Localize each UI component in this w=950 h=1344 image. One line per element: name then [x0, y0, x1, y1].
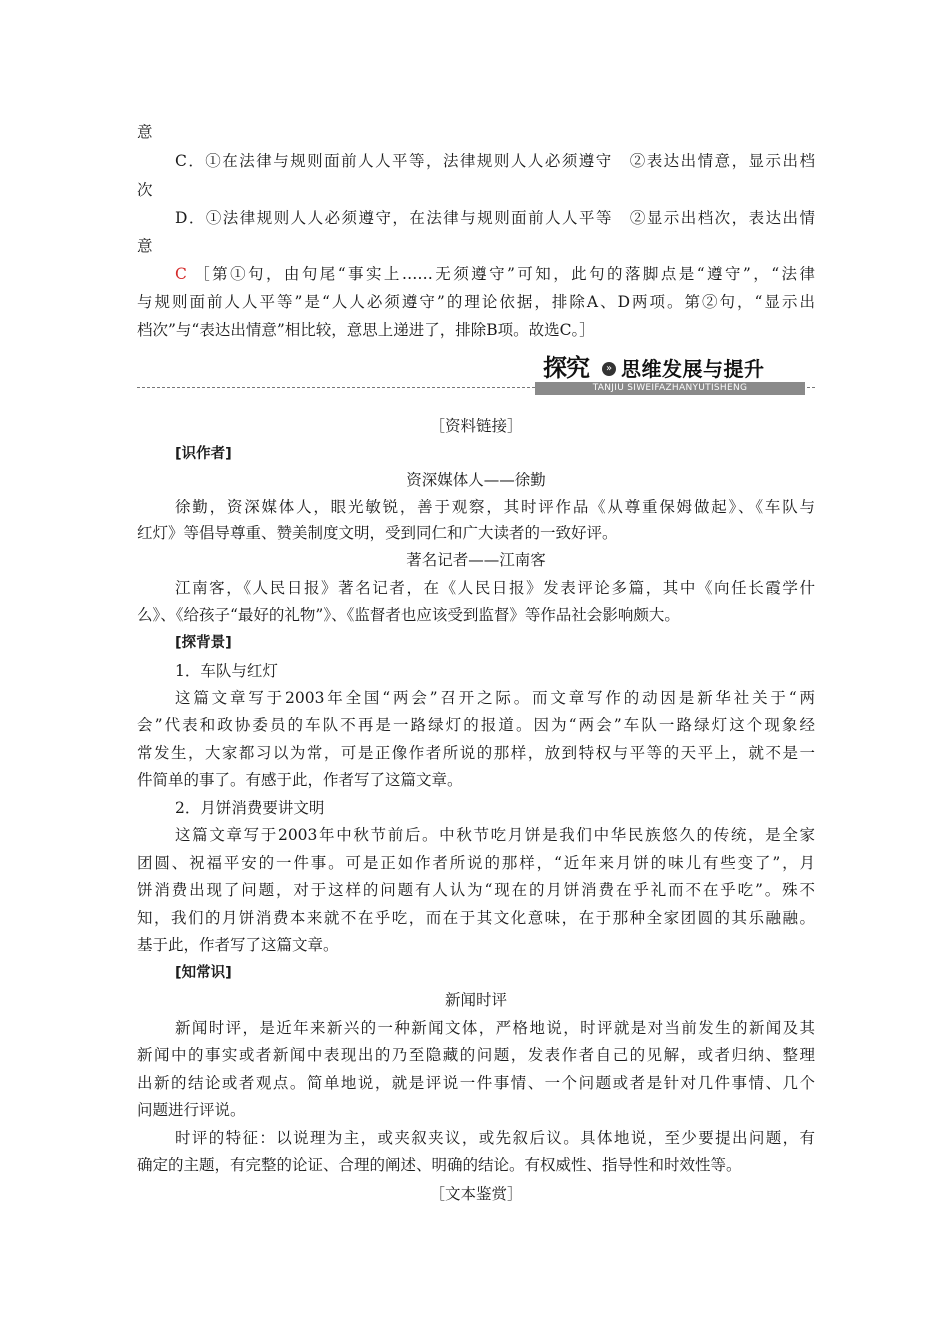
bg2-title: 2．月饼消费要讲文明	[175, 799, 325, 817]
paragraph-line: 徐勤，资深媒体人，眼光敏锐，善于观察，其时评作品《从尊重保姆做起》、《车队与	[175, 498, 815, 516]
appreciation-heading: ［文本鉴赏］	[429, 1185, 523, 1203]
paragraph-line: 会”代表和政协委员的车队不再是一路绿灯的报道。因为“两会”车队一路绿灯这个现象经	[137, 716, 815, 734]
option-c-line: C．①在法律与规则面前人人平等，法律规则人人必须遵守 ②表达出情意，显示出档	[175, 152, 815, 170]
option-d-line: 意	[137, 237, 153, 255]
paragraph-line: 基于此，作者写了这篇文章。	[137, 936, 339, 954]
tag-knowledge: [知常识]	[175, 965, 232, 981]
text-line: 意	[137, 123, 153, 141]
tag-background: [探背景]	[175, 635, 232, 651]
banner-subtitle: TANJIU SIWEIFAZHANYUTISHENG	[535, 382, 805, 395]
answer-line: 档次”与“表达出情意”相比较，意思上递进了，排除B项。故选C。］	[137, 321, 595, 339]
paragraph-line: 新闻时评，是近年来新兴的一种新闻文体，严格地说，时评就是对当前发生的新闻及其	[175, 1019, 815, 1037]
bg1-title: 1．车队与红灯	[175, 662, 278, 680]
paragraph-line: 知，我们的月饼消费本来就不在乎吃，而在于其文化意味，在于那种全家团圆的其乐融融。	[137, 909, 815, 927]
banner-title: 思维发展与提升	[621, 357, 765, 381]
paragraph-line: 这篇文章写于2003年全国“两会”召开之际。而文章写作的动因是新华社关于“两	[175, 689, 815, 707]
paragraph-line: 么》、《给孩子“最好的礼物”》、《监督者也应该受到监督》等作品社会影响颇大。	[137, 606, 680, 624]
paragraph-line: 团圆、祝福平安的一件事。可是正如作者所说的那样，“近年来月饼的味儿有些变了”，月	[137, 854, 815, 872]
section-banner	[137, 353, 815, 399]
paragraph-line: 红灯》等倡导尊重、赞美制度文明，受到同仁和广大读者的一致好评。	[137, 524, 618, 542]
paragraph-line: 江南客，《人民日报》著名记者，在《人民日报》发表评论多篇，其中《向任长霞学什	[175, 579, 815, 597]
paragraph-line: 件简单的事了。有感于此，作者写了这篇文章。	[137, 771, 463, 789]
double-chevron-icon: »	[602, 362, 616, 376]
paragraph-line: 新闻中的事实或者新闻中表现出的乃至隐藏的问题，发表作者自己的见解，或者归纳、整理	[137, 1046, 815, 1064]
answer-letter: C	[175, 265, 187, 283]
tag-author: [识作者]	[175, 446, 232, 462]
knowledge-title: 新闻时评	[444, 991, 507, 1009]
link-heading: ［资料链接］	[429, 417, 523, 435]
paragraph-line: 确定的主题，有完整的论证、合理的阐述、明确的结论。有权威性、指导性和时效性等。	[137, 1156, 742, 1174]
author2-title: 著名记者——江南客	[406, 551, 546, 569]
paragraph-line: 时评的特征：以说理为主，或夹叙夹议，或先叙后议。具体地说，至少要提出问题，有	[175, 1129, 815, 1147]
answer-line	[175, 264, 815, 284]
option-c-line: 次	[137, 181, 153, 199]
paragraph-line: 饼消费出现了问题，对于这样的问题有人认为“现在的月饼消费在乎礼而不在乎吃”。殊不	[137, 881, 815, 899]
option-d-line: D．①法律规则人人必须遵守，在法律与规则面前人人平等 ②显示出档次，表达出情	[175, 209, 815, 227]
paragraph-line: 这篇文章写于2003年中秋节前后。中秋节吃月饼是我们中华民族悠久的传统，是全家	[175, 826, 815, 844]
banner-title-main: 探究	[543, 354, 589, 382]
paragraph-line: 问题进行评说。	[137, 1101, 246, 1119]
answer-text: ［第①句，由句尾“事实上……无须遵守”可知，此句的落脚点是“遵守”，“法律	[194, 265, 815, 283]
author1-title: 资深媒体人——徐勤	[406, 471, 546, 489]
answer-line: 与规则面前人人平等”是“人人必须遵守”的理论依据，排除A、D两项。第②句，“显示出	[137, 293, 815, 311]
paragraph-line: 常发生，大家都习以为常，可是正像作者所说的那样，放到特权与平等的天平上，就不是一	[137, 744, 815, 762]
paragraph-line: 出新的结论或者观点。简单地说，就是评说一件事情、一个问题或者是针对几件事情、几个	[137, 1074, 815, 1092]
